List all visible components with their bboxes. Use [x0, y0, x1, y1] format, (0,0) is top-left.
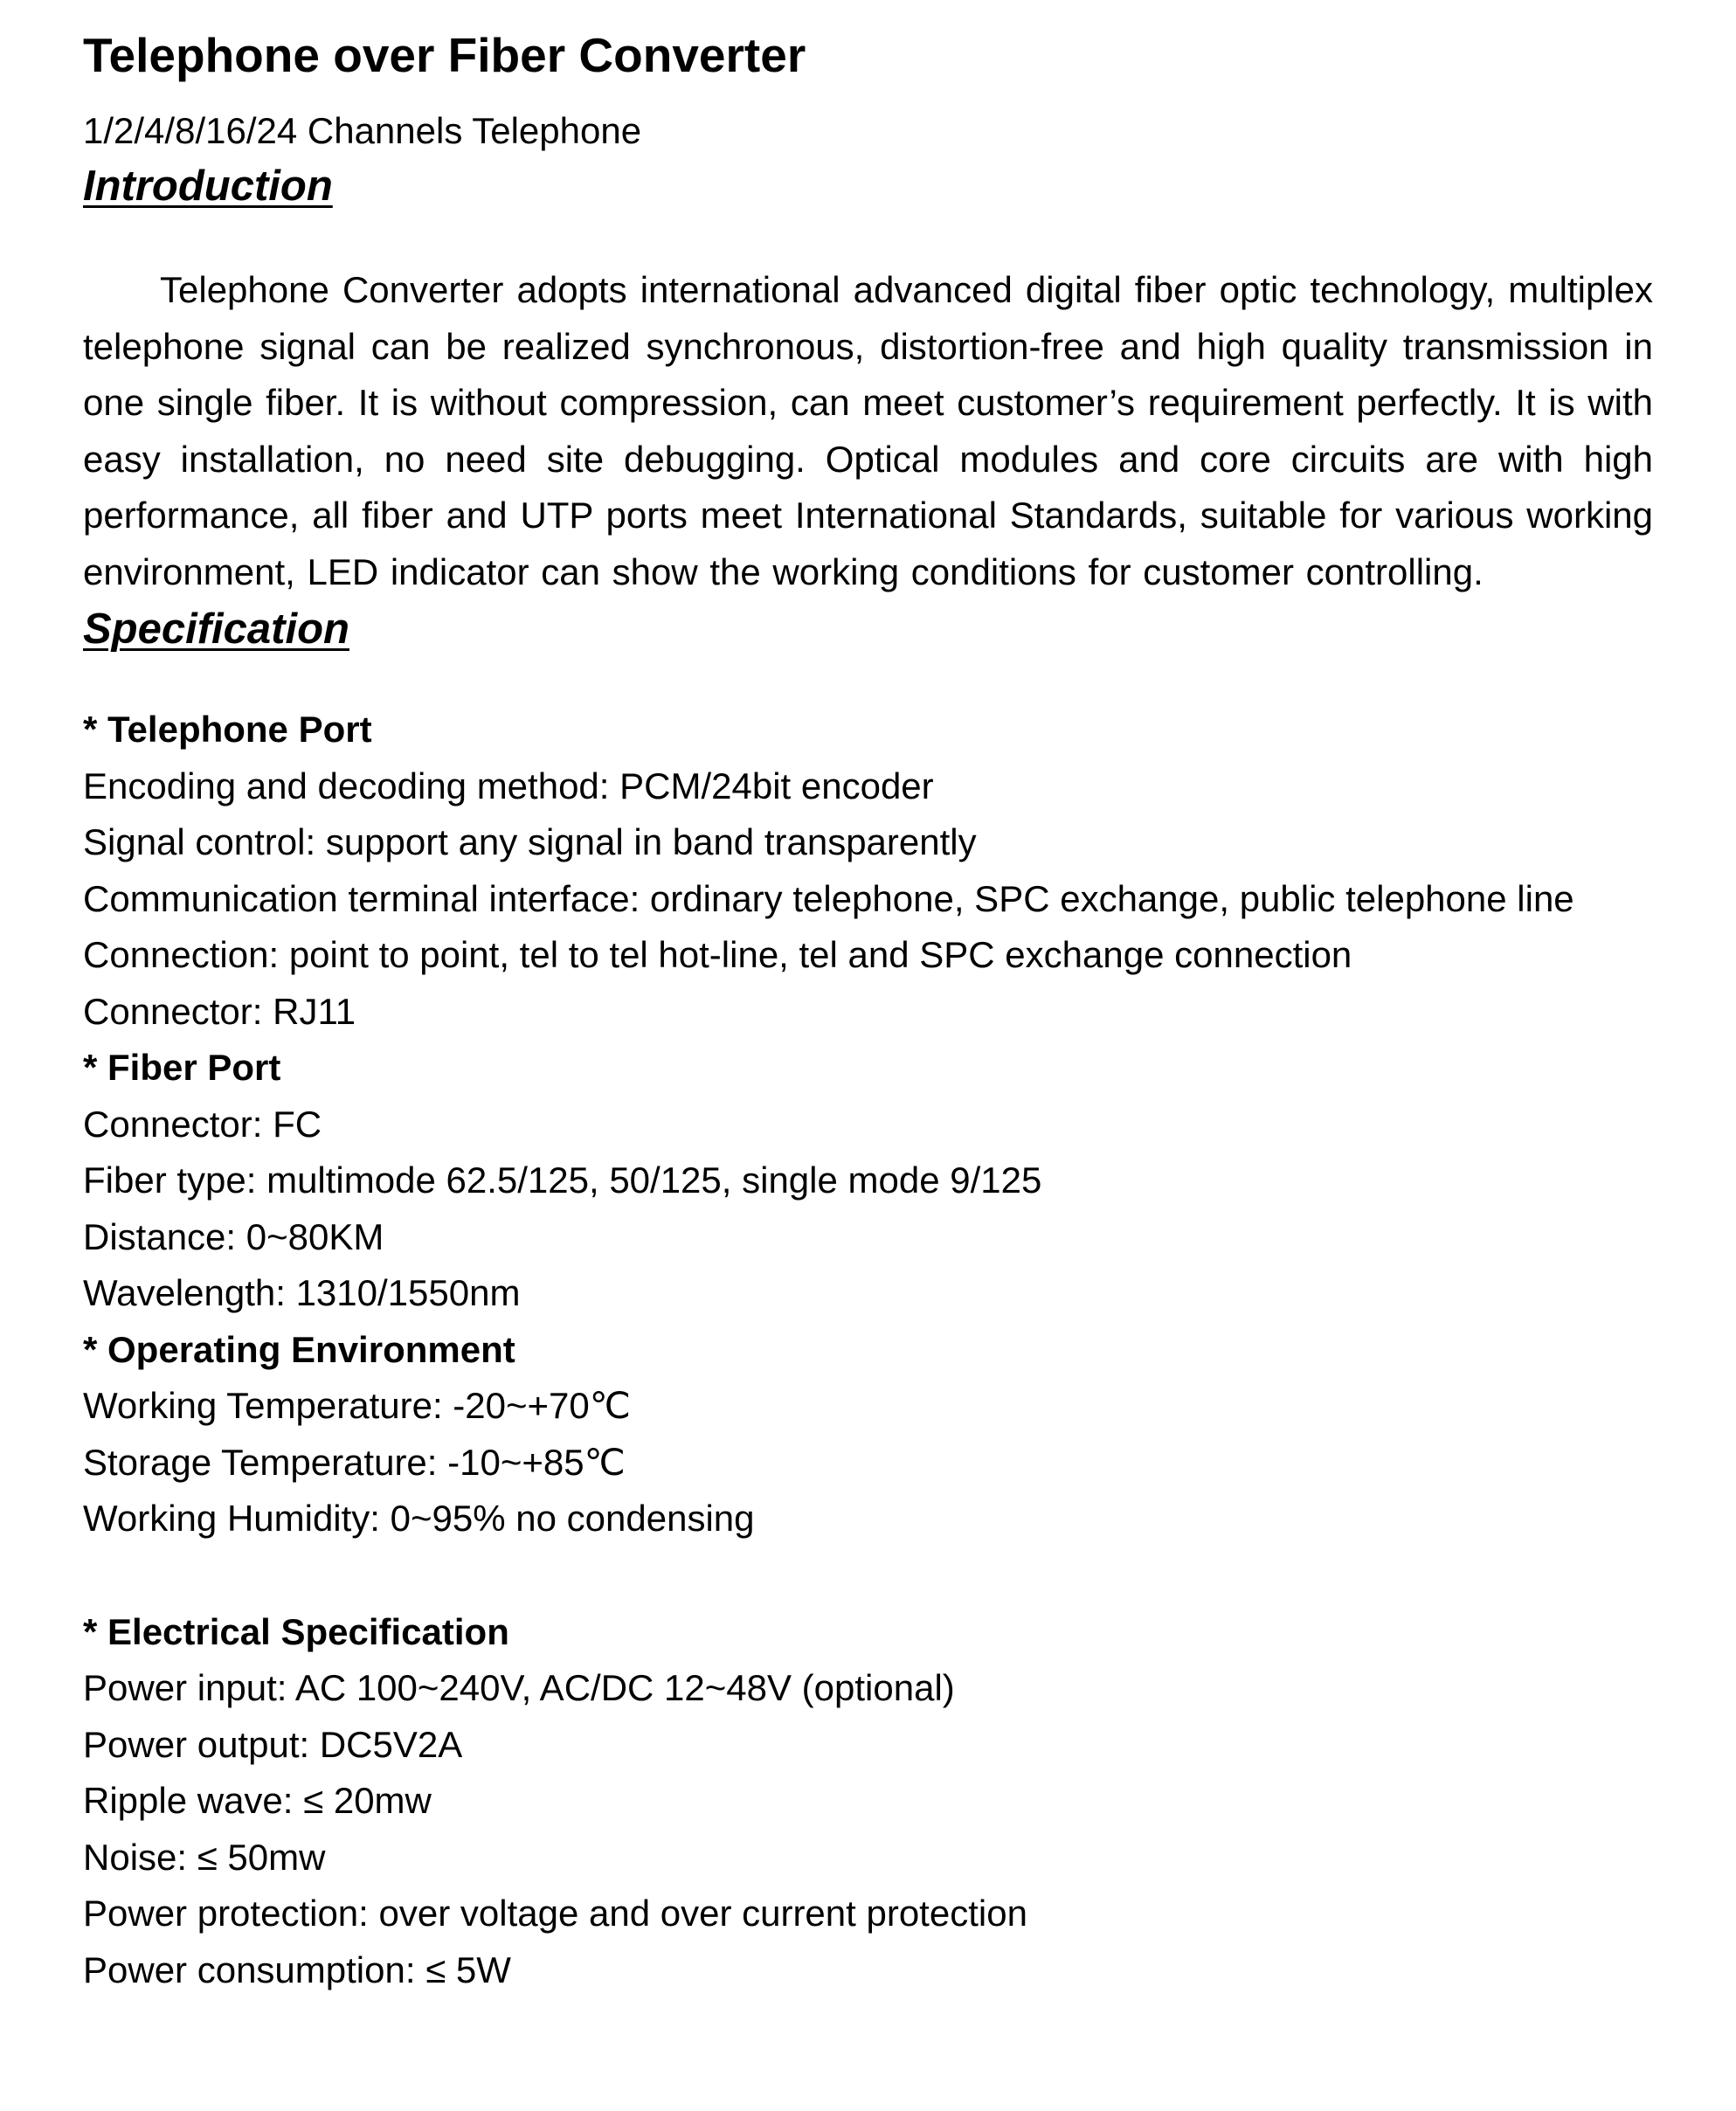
spec-line: Fiber type: multimode 62.5/125, 50/125, single mode 9/125: [83, 1159, 1042, 1201]
spec-line: Noise: ≤ 50mw: [83, 1836, 326, 1878]
spec-group-electrical-specification: [83, 1604, 1653, 1999]
spec-line: Ripple wave: ≤ 20mw: [83, 1780, 432, 1821]
introduction-paragraph: Telephone Converter adopts international advanced digital fiber optic technology, multiplex telephone signal can be realized synchronous, distortion-free and high quality transmission in one single fiber. It is without compression, can meet customer’s requirement perfectly. It is with easy installation, no need site debugging. Optical modules and core circuits are with high performance, all fiber and UTP ports meet International Standards, suitable for various working environment, LED indicator can show the working conditions for customer controlling.: [83, 269, 1653, 592]
document-title: Telephone over Fiber Converter: [83, 28, 806, 82]
document-subtitle: 1/2/4/8/16/24 Channels Telephone: [83, 110, 642, 151]
spec-line: Connection: point to point, tel to tel hot-line, tel and SPC exchange connection: [83, 934, 1352, 975]
spec-group-fiber-port: [83, 1040, 1653, 1322]
spec-line: Power consumption: ≤ 5W: [83, 1948, 511, 1990]
spec-group-telephone-port: [83, 702, 1653, 1040]
spec-line: Distance: 0~80KM: [83, 1215, 384, 1257]
spec-line: Power protection: over voltage and over current protection: [83, 1893, 1027, 1934]
spec-line: Connector: RJ11: [83, 990, 356, 1032]
spacer: [83, 1547, 1653, 1604]
spec-line: Wavelength: 1310/1550nm: [83, 1272, 521, 1313]
spec-line: Connector: FC: [83, 1103, 322, 1145]
spec-line: Working Temperature: -20~+70℃: [83, 1385, 631, 1426]
spec-line: Working Humidity: 0~95% no condensing: [83, 1498, 755, 1539]
spec-line: Storage Temperature: -10~+85℃: [83, 1441, 626, 1483]
spec-line: Communication terminal interface: ordinary telephone, SPC exchange, public telephone line: [83, 877, 1574, 919]
spec-line: Power input: AC 100~240V, AC/DC 12~48V (optional): [83, 1667, 955, 1708]
spec-group-heading: * Electrical Specification: [83, 1610, 509, 1652]
introduction-heading: Introduction: [83, 163, 333, 210]
spec-line: Encoding and decoding method: PCM/24bit encoder: [83, 765, 934, 806]
spec-group-heading: * Telephone Port: [83, 709, 372, 750]
spec-group-heading: * Fiber Port: [83, 1047, 281, 1088]
specification-heading: Specification: [83, 606, 349, 653]
spacer: [83, 658, 1653, 702]
spec-line: Power output: DC5V2A: [83, 1723, 463, 1765]
spec-group-operating-environment: [83, 1322, 1653, 1547]
spec-group-heading: * Operating Environment: [83, 1328, 515, 1370]
spec-line: Signal control: support any signal in band transparently: [83, 821, 977, 862]
